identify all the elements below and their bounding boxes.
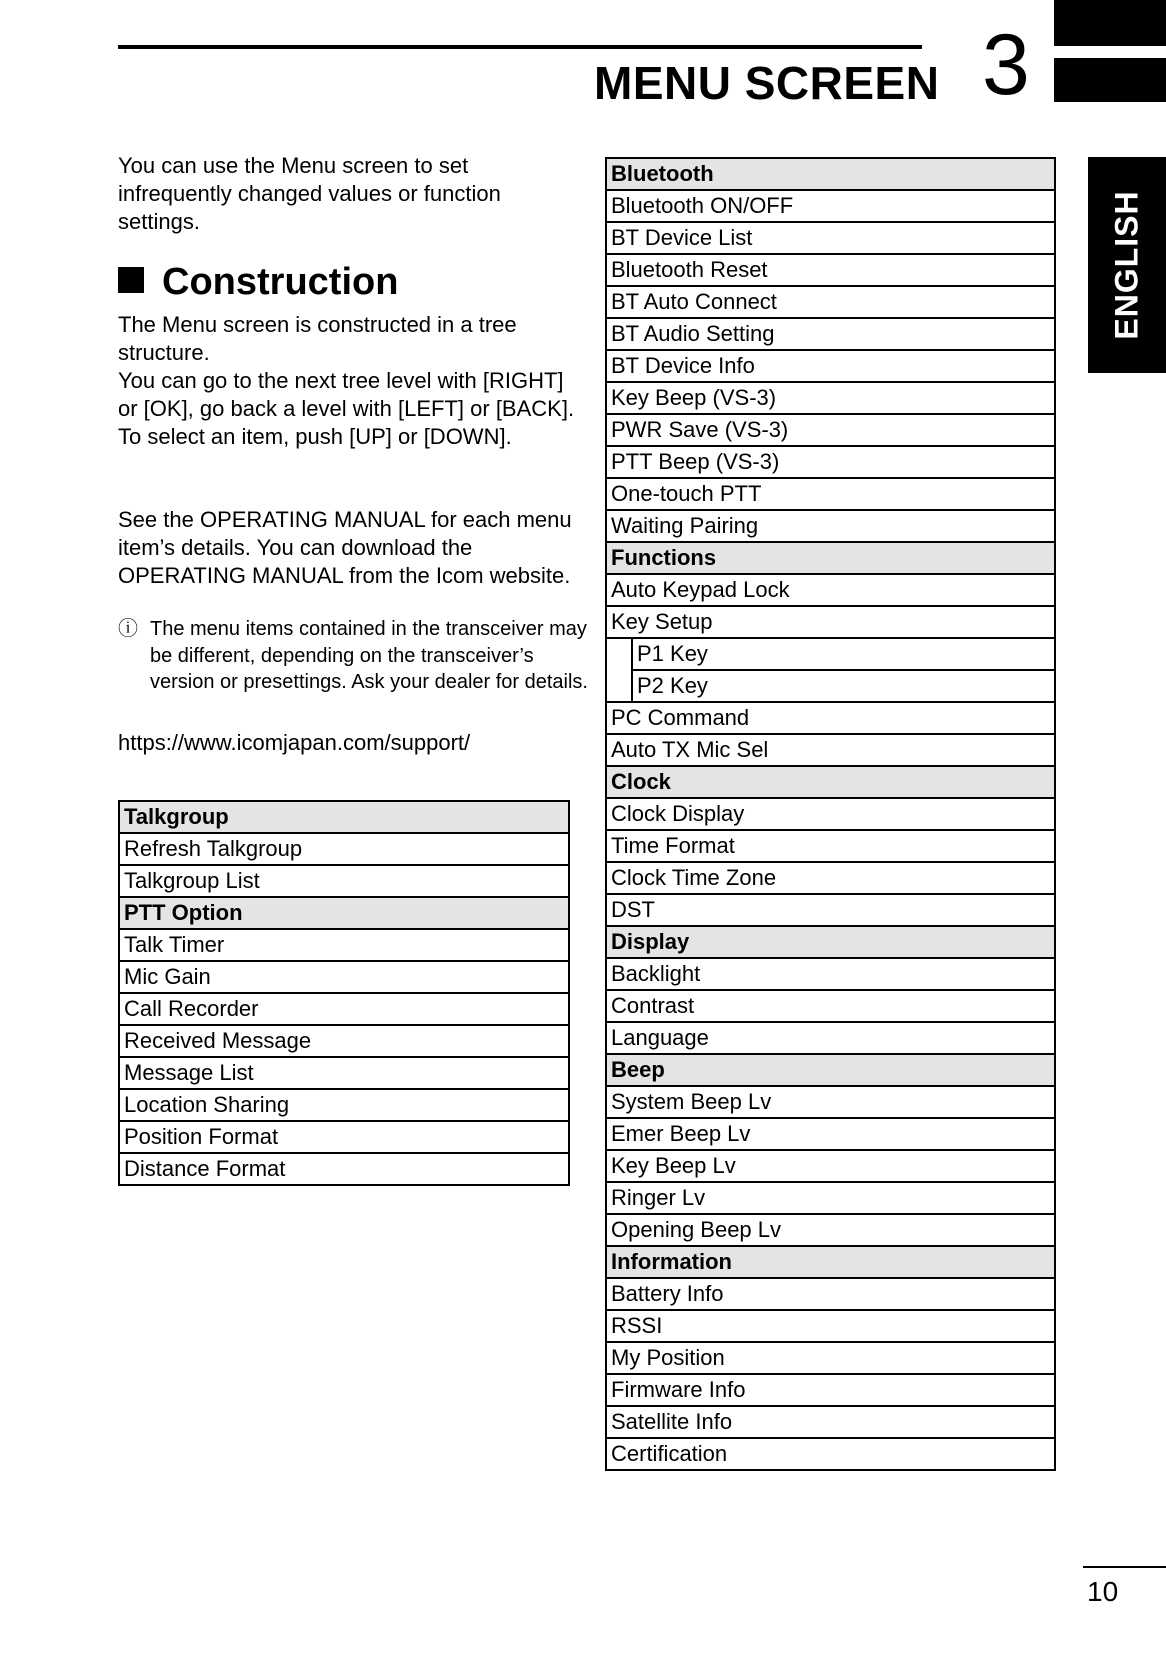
menu-item-label: Emer Beep Lv — [606, 1118, 1055, 1150]
menu-item-label: Certification — [606, 1438, 1055, 1470]
chapter-tab-block — [1054, 58, 1166, 102]
page-number: 10 — [1087, 1576, 1119, 1607]
header-rule — [118, 45, 922, 49]
section-square-icon — [118, 267, 144, 293]
menu-item-label: DST — [606, 894, 1055, 926]
menu-item-label: System Beep Lv — [606, 1086, 1055, 1118]
menu-item-label: Backlight — [606, 958, 1055, 990]
menu-item-label: Mic Gain — [119, 961, 569, 993]
menu-item-row — [606, 894, 1055, 926]
menu-item-row — [606, 670, 1055, 702]
page-number-rule — [1083, 1566, 1166, 1568]
menu-item-label: Clock Display — [606, 798, 1055, 830]
menu-item-label: PC Command — [606, 702, 1055, 734]
menu-subitem-label: P2 Key — [632, 670, 1055, 702]
menu-item-label: Message List — [119, 1057, 569, 1089]
menu-group-label: Clock — [606, 766, 1055, 798]
menu-item-label: Key Setup — [606, 606, 1055, 638]
menu-group-label: Functions — [606, 542, 1055, 574]
menu-group-label: Talkgroup — [119, 801, 569, 833]
menu-item-label: Talk Timer — [119, 929, 569, 961]
menu-item-label: Time Format — [606, 830, 1055, 862]
menu-item-row — [606, 414, 1055, 446]
menu-item-row — [606, 1438, 1055, 1470]
menu-item-label: Bluetooth Reset — [606, 254, 1055, 286]
menu-item-row — [606, 1278, 1055, 1310]
menu-group-header — [119, 897, 569, 929]
menu-item-label: One-touch PTT — [606, 478, 1055, 510]
menu-item-row — [606, 222, 1055, 254]
menu-item-row — [606, 478, 1055, 510]
note-text: The menu items contained in the transceiver may be different, depending on the transceiver’s version or presettings. Ask your dealer for details. — [150, 618, 588, 693]
menu-item-label: Received Message — [119, 1025, 569, 1057]
menu-item-row — [606, 254, 1055, 286]
chapter-title: MENU SCREEN — [594, 57, 940, 109]
menu-item-row — [606, 1310, 1055, 1342]
section-heading — [118, 261, 398, 304]
menu-item-label: Position Format — [119, 1121, 569, 1153]
menu-item-label: Auto TX Mic Sel — [606, 734, 1055, 766]
menu-item-label: Call Recorder — [119, 993, 569, 1025]
menu-item-label: Auto Keypad Lock — [606, 574, 1055, 606]
menu-item-row — [119, 993, 569, 1025]
indent-cell — [606, 638, 632, 670]
menu-item-row — [606, 1342, 1055, 1374]
menu-group-header — [606, 766, 1055, 798]
menu-item-row — [606, 1022, 1055, 1054]
menu-item-row — [119, 929, 569, 961]
menu-item-row — [606, 510, 1055, 542]
menu-group-header — [606, 1246, 1055, 1278]
menu-group-header — [606, 158, 1055, 190]
menu-item-label: BT Audio Setting — [606, 318, 1055, 350]
menu-item-row — [606, 286, 1055, 318]
menu-item-label: Talkgroup List — [119, 865, 569, 897]
menu-item-row — [119, 961, 569, 993]
menu-item-row — [606, 830, 1055, 862]
menu-item-row — [606, 1118, 1055, 1150]
menu-group-label: Beep — [606, 1054, 1055, 1086]
menu-item-label: BT Device List — [606, 222, 1055, 254]
menu-item-label: Key Beep Lv — [606, 1150, 1055, 1182]
menu-item-row — [606, 1374, 1055, 1406]
menu-item-row — [119, 1153, 569, 1185]
body-paragraph: To select an item, push [UP] or [DOWN]. — [118, 424, 512, 449]
menu-item-label: RSSI — [606, 1310, 1055, 1342]
chapter-number: 3 — [982, 17, 1030, 113]
menu-item-label: Ringer Lv — [606, 1182, 1055, 1214]
body-paragraph: See the OPERATING MANUAL for each menu item’s details. You can download the OPERATING MANUAL from the Icom website. — [118, 507, 572, 588]
support-url: https://www.icomjapan.com/support/ — [118, 730, 471, 755]
menu-item-row — [606, 350, 1055, 382]
menu-item-label: Language — [606, 1022, 1055, 1054]
menu-item-row — [606, 382, 1055, 414]
menu-item-row — [606, 1150, 1055, 1182]
menu-item-row — [606, 574, 1055, 606]
menu-item-row — [119, 1057, 569, 1089]
menu-item-row — [606, 606, 1055, 638]
menu-item-label: PTT Beep (VS-3) — [606, 446, 1055, 478]
menu-subitem-label: P1 Key — [632, 638, 1055, 670]
construction-body — [118, 311, 578, 451]
menu-item-label: BT Auto Connect — [606, 286, 1055, 318]
menu-group-label: Bluetooth — [606, 158, 1055, 190]
body-paragraph: The Menu screen is constructed in a tree structure. — [118, 312, 517, 365]
menu-group-header — [606, 1054, 1055, 1086]
menu-item-row — [606, 798, 1055, 830]
menu-item-label: BT Device Info — [606, 350, 1055, 382]
menu-item-label: Refresh Talkgroup — [119, 833, 569, 865]
menu-item-row — [606, 1406, 1055, 1438]
info-icon: ⓘ — [118, 618, 138, 640]
menu-item-label: Waiting Pairing — [606, 510, 1055, 542]
menu-item-label: Key Beep (VS-3) — [606, 382, 1055, 414]
menu-item-row — [606, 638, 1055, 670]
chapter-tab-block-top — [1054, 0, 1166, 46]
menu-item-row — [119, 865, 569, 897]
menu-item-row — [606, 190, 1055, 222]
menu-item-label: PWR Save (VS-3) — [606, 414, 1055, 446]
menu-item-row — [119, 1121, 569, 1153]
menu-group-label: Display — [606, 926, 1055, 958]
menu-item-label: Bluetooth ON/OFF — [606, 190, 1055, 222]
menu-item-row — [606, 1214, 1055, 1246]
menu-item-row — [606, 446, 1055, 478]
menu-table-left — [118, 800, 570, 1186]
menu-item-label: My Position — [606, 1342, 1055, 1374]
menu-group-label: PTT Option — [119, 897, 569, 929]
menu-item-label: Satellite Info — [606, 1406, 1055, 1438]
language-tab-label: ENGLISH — [1108, 190, 1145, 340]
menu-table-right — [605, 157, 1056, 1471]
body-paragraph: You can go to the next tree level with [RIGHT] or [OK], go back a level with [LEFT] or [BACK]. — [118, 368, 575, 421]
menu-item-label: Firmware Info — [606, 1374, 1055, 1406]
menu-item-row — [606, 318, 1055, 350]
menu-item-row — [119, 833, 569, 865]
note — [118, 616, 588, 696]
menu-item-row — [606, 702, 1055, 734]
menu-item-row — [606, 862, 1055, 894]
menu-item-label: Clock Time Zone — [606, 862, 1055, 894]
menu-item-row — [119, 1025, 569, 1057]
menu-group-label: Information — [606, 1246, 1055, 1278]
indent-cell — [606, 670, 632, 702]
menu-item-label: Battery Info — [606, 1278, 1055, 1310]
menu-item-row — [606, 958, 1055, 990]
language-tab — [1088, 157, 1166, 373]
menu-item-row — [606, 734, 1055, 766]
menu-item-row — [119, 1089, 569, 1121]
menu-group-header — [606, 926, 1055, 958]
menu-item-row — [606, 1086, 1055, 1118]
menu-group-header — [119, 801, 569, 833]
menu-item-row — [606, 1182, 1055, 1214]
intro-paragraph: You can use the Menu screen to set infrequently changed values or function settings. — [118, 153, 501, 234]
menu-item-label: Distance Format — [119, 1153, 569, 1185]
menu-item-label: Opening Beep Lv — [606, 1214, 1055, 1246]
menu-item-row — [606, 990, 1055, 1022]
menu-item-label: Location Sharing — [119, 1089, 569, 1121]
manual-paragraph — [118, 506, 578, 590]
menu-group-header — [606, 542, 1055, 574]
section-title: Construction — [162, 261, 399, 303]
menu-item-label: Contrast — [606, 990, 1055, 1022]
